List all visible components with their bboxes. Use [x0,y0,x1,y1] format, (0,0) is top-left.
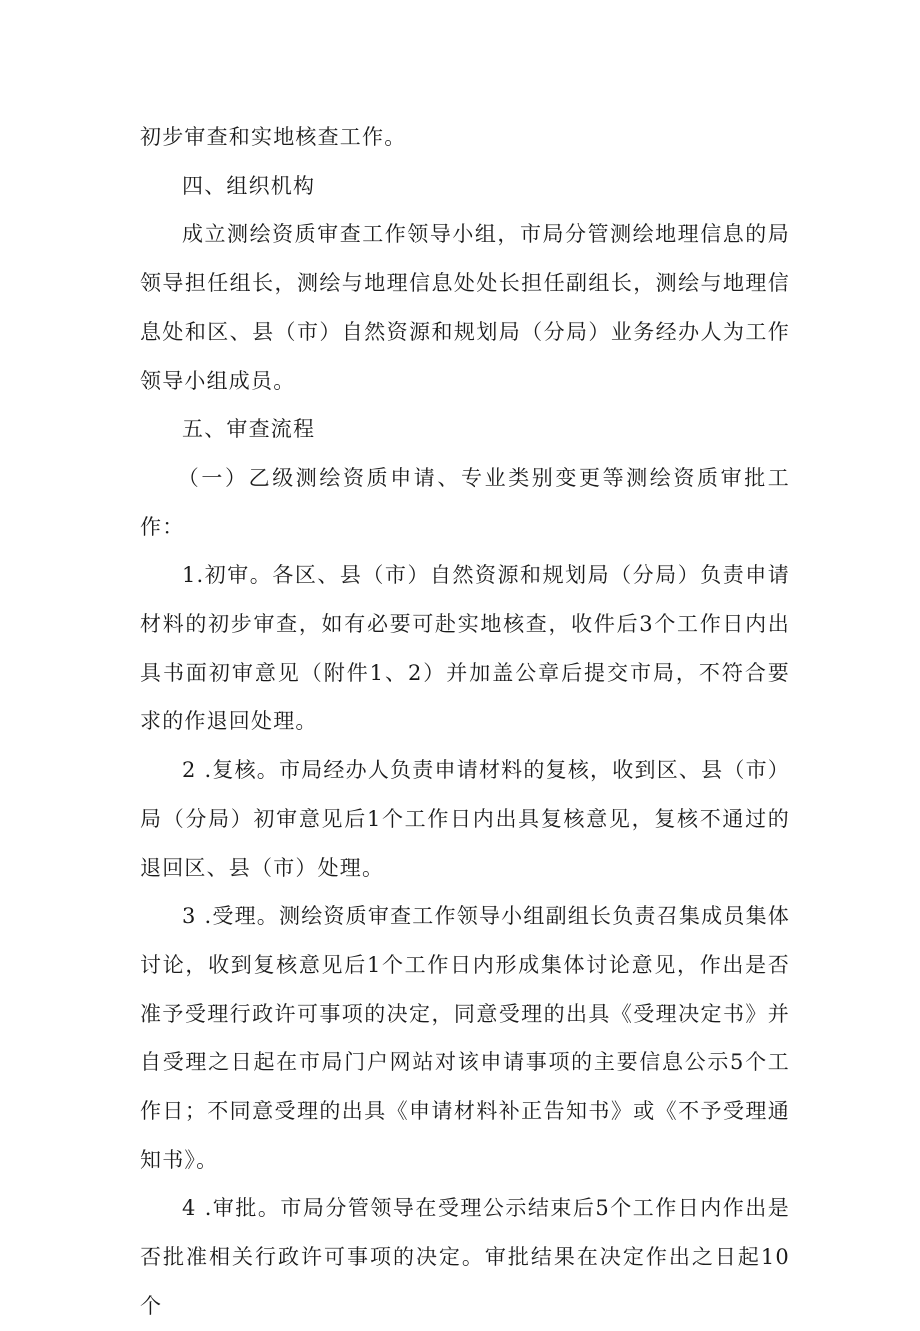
paragraph-continuation: 初步审查和实地核查工作。 [140,125,407,149]
paragraph-organization: 成立测绘资质审查工作领导小组，市局分管测绘地理信息的局领导担任组长，测绘与地理信息处处长担任副组长，测绘与地理信息处和区、县（市）自然资源和规划局（分局）业务经办人为工作领导小组成员。 [140,222,790,393]
paragraph-step-initial-review: 1.初审。各区、县（市）自然资源和规划局（分局）负责申请材料的初步审查，如有必要可赴实地核查，收件后3个工作日内出具书面初审意见（附件1、2）并加盖公章后提交市局，不符合要求的作退回处理。 [140,563,790,734]
subsection-heading-grade-b: （一）乙级测绘资质申请、专业类别变更等测绘资质审批工作： [140,465,790,539]
section-heading-review-process: 五、审查流程 [182,417,316,442]
paragraph-step-recheck: 2 .复核。市局经办人负责申请材料的复核，收到区、县（市）局（分局）初审意见后1个工作日内出具复核意见，复核不通过的退回区、县（市）处理。 [140,758,790,880]
document-body [140,113,790,1331]
paragraph-step-acceptance: 3 .受理。测绘资质审查工作领导小组副组长负责召集成员集体讨论，收到复核意见后1个工作日内形成集体讨论意见，作出是否准予受理行政许可事项的决定，同意受理的出具《受理决定书》并自受理之日起在市局门户网站对该申请事项的主要信息公示5个工作日；不同意受理的出具《申请材料补正告知书》或《不予受理通知书》。 [140,904,790,1172]
section-heading-organization: 四、组织机构 [182,173,316,198]
paragraph-step-approval: 4 .审批。市局分管领导在受理公示结束后5个工作日内作出是否批准相关行政许可事项的决定。审批结果在决定作出之日起10个 [140,1196,790,1318]
